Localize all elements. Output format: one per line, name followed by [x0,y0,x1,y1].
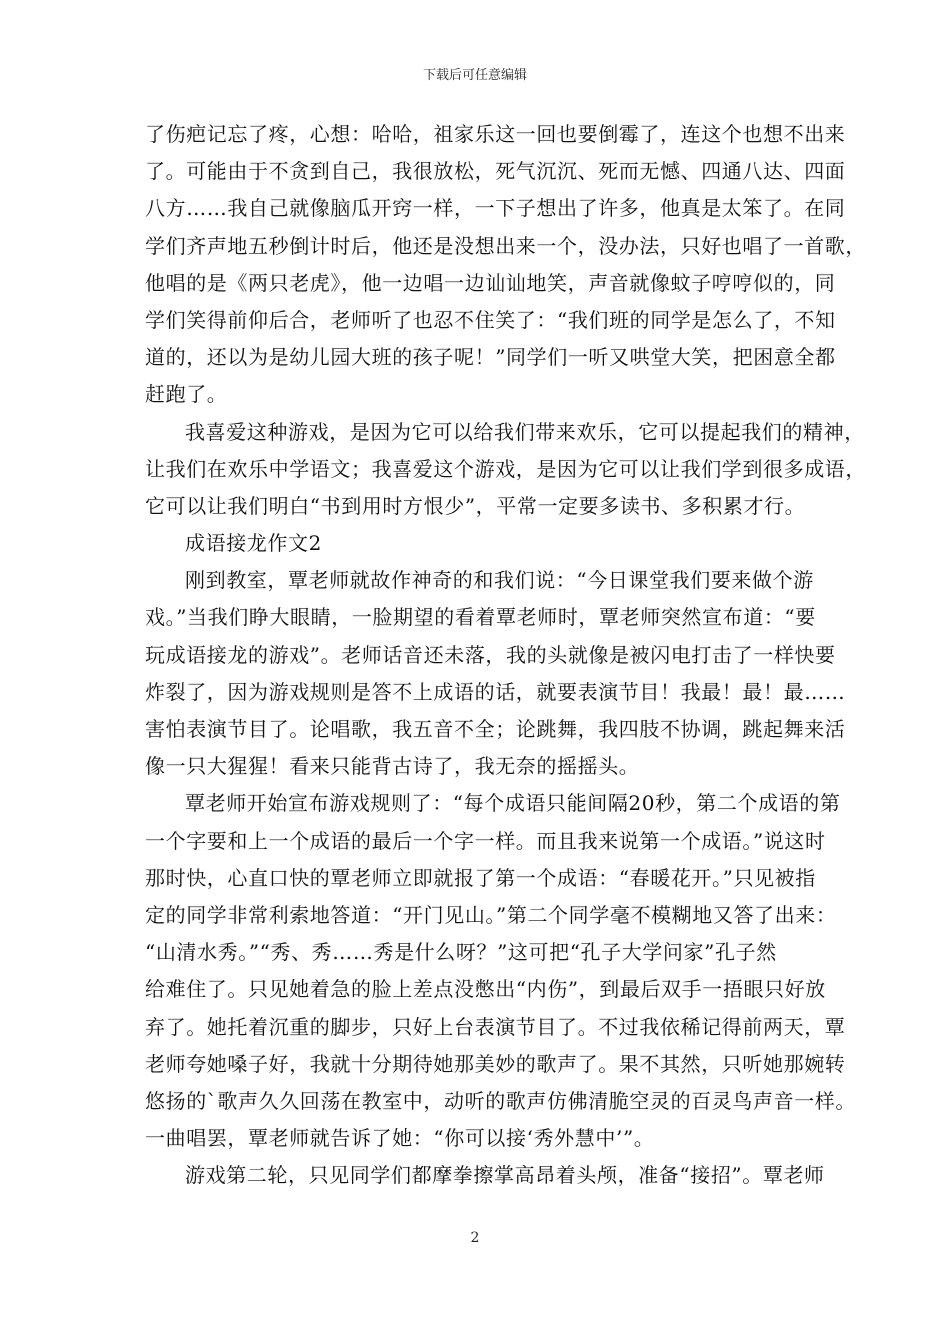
text-line: 我喜爱这种游戏，是因为它可以给我们带来欢乐，它可以提起我们的精神， [185,419,865,444]
text-line: 给难住了。只见她着急的脸上差点没憋出“内伤”，到最后双手一捂眼只好放 [145,977,826,1002]
text-line: 一曲唱罢，覃老师就告诉了她：“你可以接‘秀外慧中’”。 [145,1126,655,1151]
text-line: 了。可能由于不贪到自己，我很放松，死气沉沉、死而无憾、四通八达、四面 [145,159,846,184]
text-line: 炸裂了，因为游戏规则是答不上成语的话，就要表演节目！我最！最！最…… [145,679,846,704]
section-heading: 成语接龙作文2 [185,531,322,556]
text-line: 那时快，心直口快的覃老师立即就报了第一个成语：“春暖花开。”只见被指 [145,865,816,890]
text-line: 害怕表演节目了。论唱歌，我五音不全；论跳舞，我四肢不协调，跳起舞来活 [145,717,846,741]
text-line: 学们笑得前仰后合，老师听了也忍不住笑了：“我们班的同学是怎么了，不知 [145,307,836,332]
text-line: “山清水秀。”“秀、秀……秀是什么呀？”这可把“孔子大学问家”孔子然 [145,940,777,965]
text-line: 一个字要和上一个成语的最后一个字一样。而且我来说第一个成语。”说这时 [145,828,826,853]
text-line: 了伤疤记忘了疼，心想：哈哈，祖家乐这一回也要倒霉了，连这个也想不出来 [145,122,846,146]
text-line: 像一只大猩猩！看来只能背古诗了，我无奈的摇摇头。 [145,754,640,779]
text-line: 覃老师开始宣布游戏规则了：“每个成语只能间隔20秒，第二个成语的第 [185,791,841,816]
text-line: 让我们在欢乐中学语文；我喜爱这个游戏，是因为它可以让我们学到很多成语， [145,456,866,481]
text-line: 学们齐声地五秒倒计时后，他还是没想出来一个，没办法，只好也唱了一首歌， [145,233,866,258]
text-line: 悠扬的`歌声久久回荡在教室中，动听的歌声仿佛清脆空灵的百灵鸟声音一样。 [145,1088,856,1113]
page-number: 2 [470,1230,480,1246]
text-line: 赶跑了。 [145,382,228,407]
text-line: 它可以让我们明白“书到用时方恨少”，平常一定要多读书、多积累才行。 [145,493,806,518]
document-body [145,116,866,1194]
text-line: 游戏第二轮，只见同学们都摩拳擦掌高昂着头颅，准备“接招”。覃老师 [185,1163,825,1188]
page-header: 下载后可任意编辑 [422,68,527,83]
text-line: 道的，还以为是幼儿园大班的孩子呢！”同学们一听又哄堂大笑，把困意全都 [145,345,836,370]
text-line: 刚到教室，覃老师就故作神奇的和我们说：“今日课堂我们要来做个游 [185,568,814,593]
text-line: 戏。”当我们睁大眼睛，一脸期望的看着覃老师时，覃老师突然宣布道：“要 [145,605,816,630]
text-line: 他唱的是《两只老虎》，他一边唱一边讪讪地笑，声音就像蚊子哼哼似的，同 [145,270,836,295]
text-line: 弃了。她托着沉重的脚步，只好上台表演节目了。不过我依稀记得前两天，覃 [145,1014,846,1039]
text-line: 老师夸她嗓子好，我就十分期待她那美妙的歌声了。果不其然，只听她那婉转 [145,1051,846,1076]
text-line: 八方……我自己就像脑瓜开窍一样，一下子想出了许多，他真是太笨了。在同 [145,196,846,221]
text-line: 定的同学非常利索地答道：“开门见山。”第二个同学毫不模糊地又答了出来： [145,902,837,927]
text-line: 玩成语接龙的游戏”。老师话音还未落，我的头就像是被闪电打击了一样快要 [145,642,836,667]
